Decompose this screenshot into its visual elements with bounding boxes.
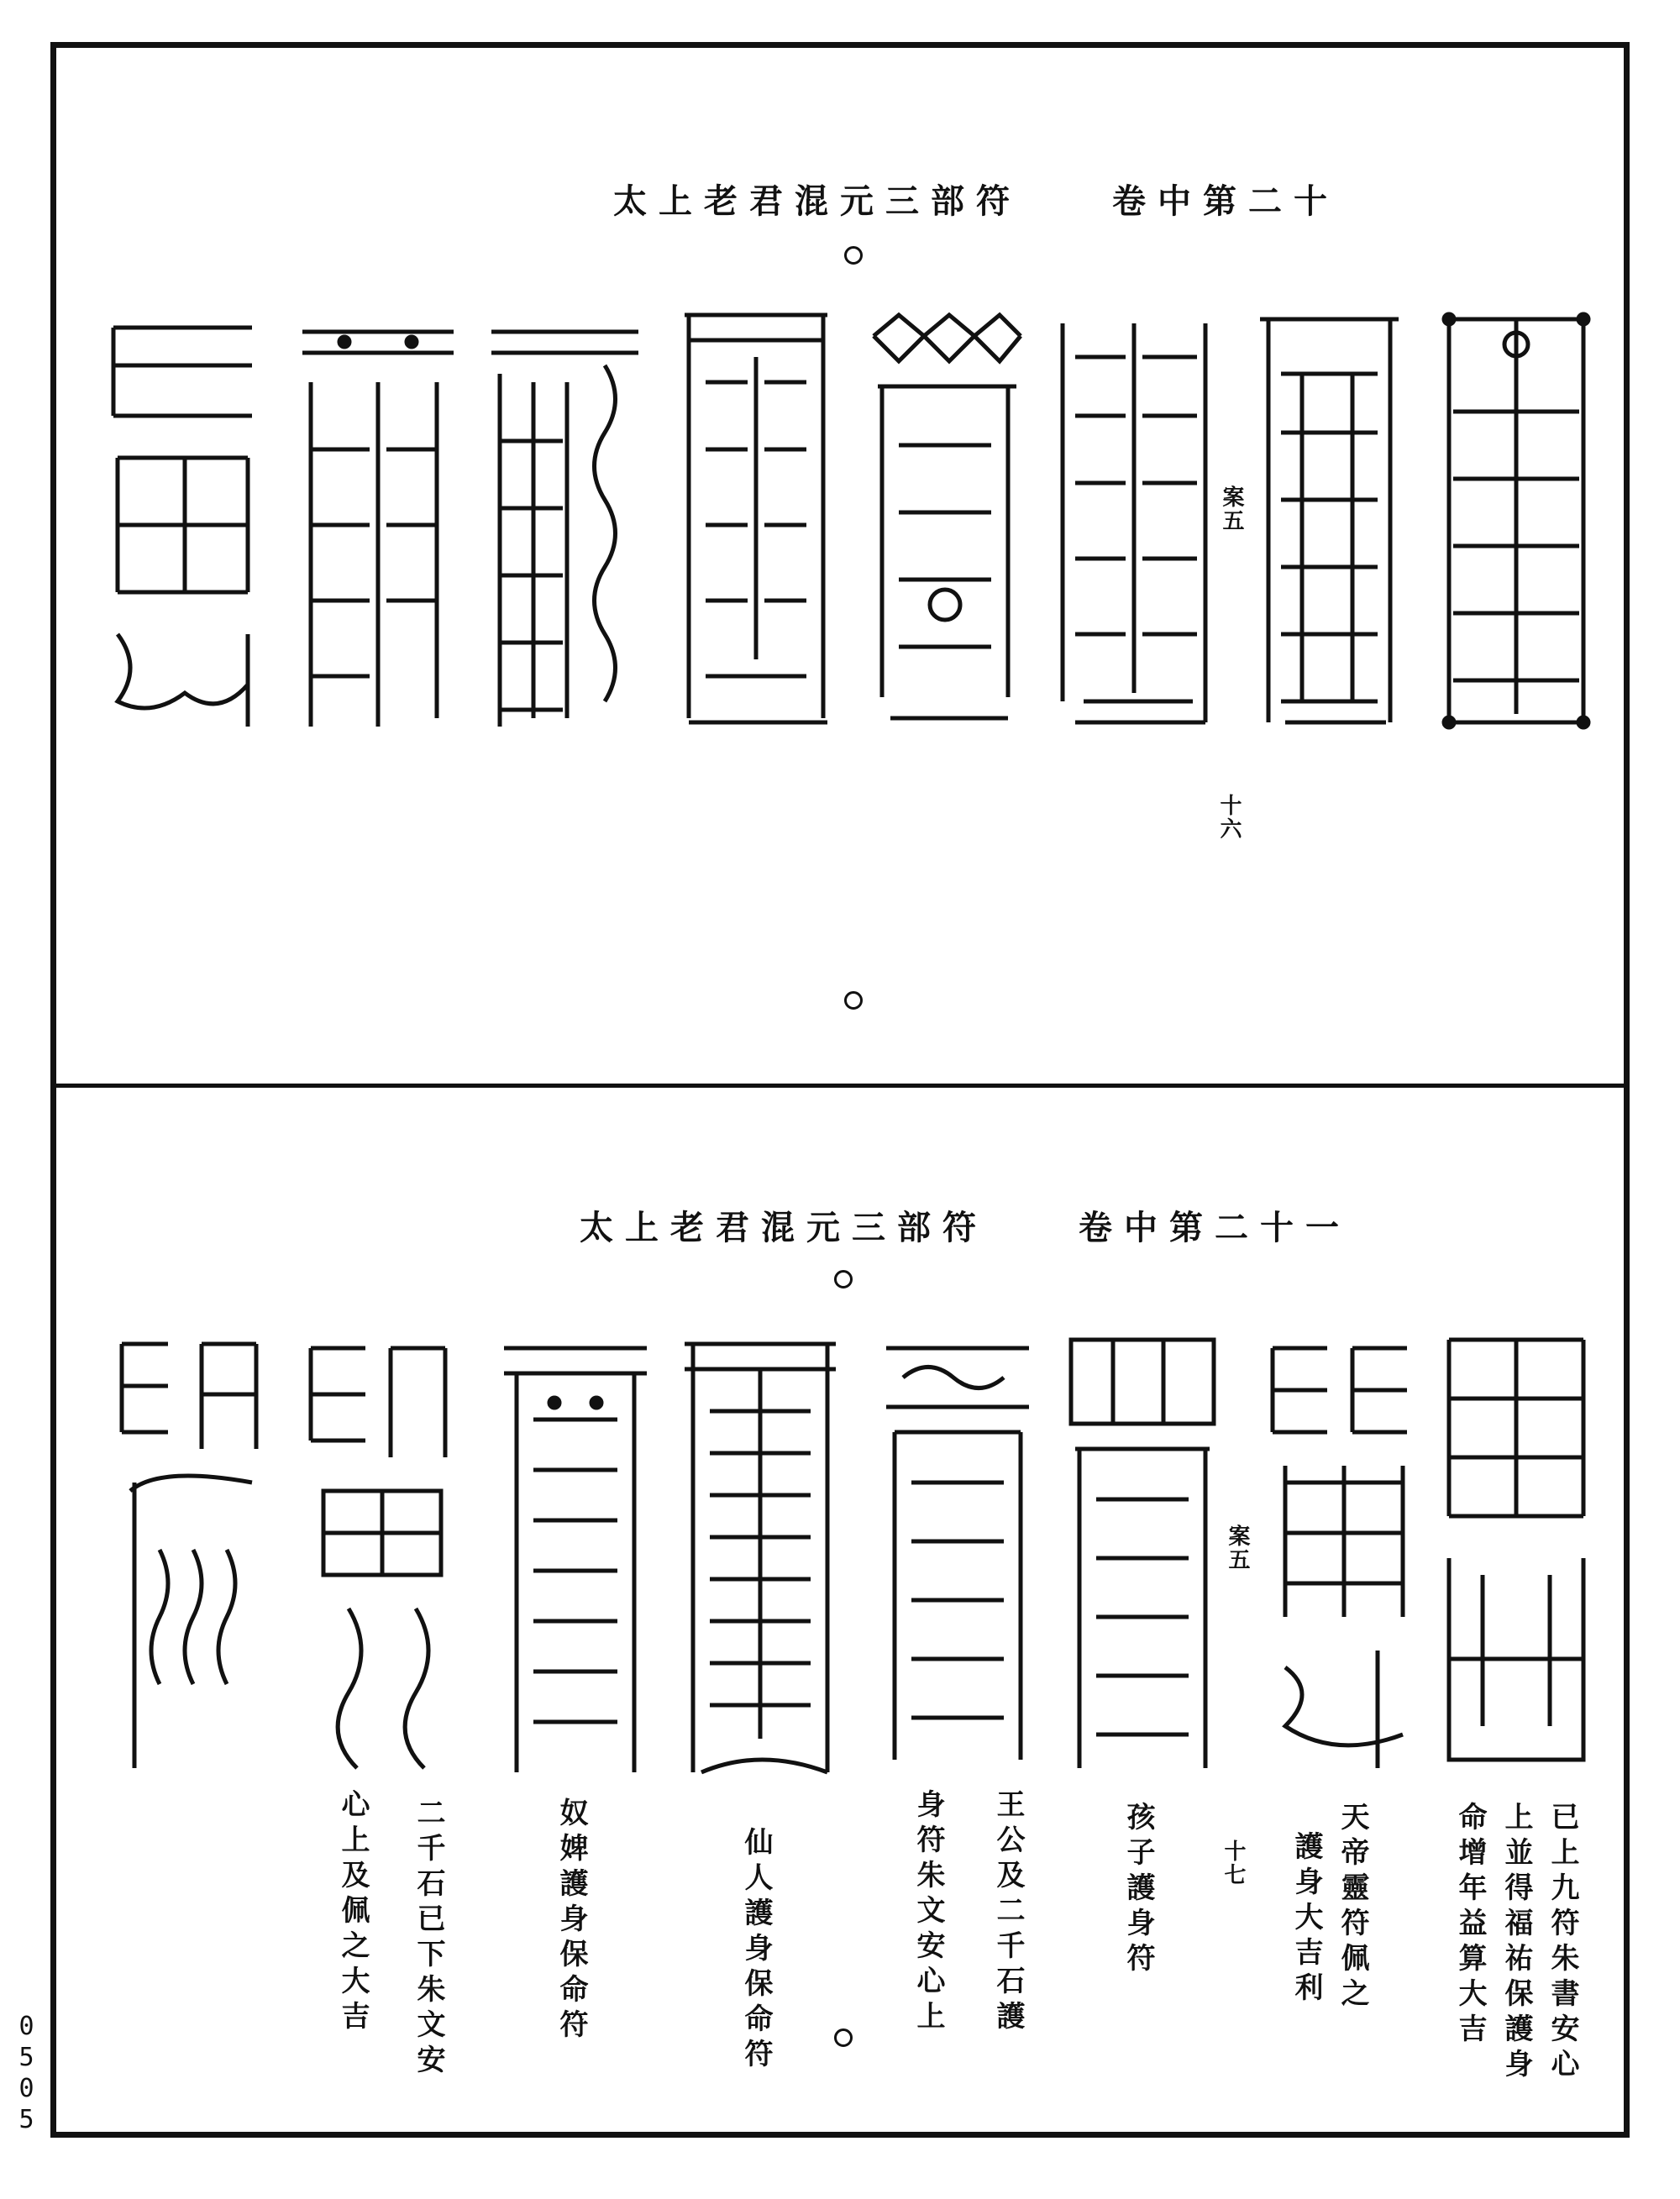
caption-line-4: 天帝靈符佩之 [1336, 1802, 1369, 2013]
caption-line-1: 已上九符朱書安心 [1546, 1802, 1579, 2084]
talisman-bottom-4 [676, 1336, 844, 1789]
top-page-header: 太上老君混元三部符 卷中第二十 [613, 181, 1339, 221]
talisman-top-4 [672, 307, 840, 735]
caption-line-5: 護身大吉利 [1289, 1831, 1323, 2007]
talisman-top-3 [483, 315, 643, 735]
talisman-bottom-6 [1063, 1331, 1222, 1777]
talisman-bottom-7 [1260, 1331, 1420, 1777]
talisman-top-5 [865, 302, 1025, 731]
binding-hole-bottom-1 [834, 1270, 853, 1288]
side-note-top: 案五 [1219, 485, 1244, 533]
page-divider [50, 1084, 1630, 1088]
caption-line-11: 二千石已下朱文安 [412, 1798, 445, 2080]
talisman-top-1 [101, 315, 260, 735]
talisman-bottom-5 [878, 1331, 1037, 1777]
binding-hole-top-2 [844, 991, 863, 1010]
caption-line-8: 身符朱文安心上 [911, 1789, 945, 2036]
talisman-top-7 [1252, 307, 1407, 735]
bottom-page-header: 太上老君混元三部符 卷中第二十一 [580, 1208, 1351, 1247]
talisman-top-6 [1050, 307, 1218, 735]
side-note-bottom: 案五 [1225, 1525, 1250, 1572]
caption-line-3: 命增年益算大吉 [1453, 1802, 1487, 2049]
talisman-top-2 [294, 315, 462, 735]
binding-hole-bottom-2 [834, 2028, 853, 2047]
binding-hole-top-1 [844, 246, 863, 265]
talisman-top-8 [1436, 311, 1596, 731]
caption-line-2: 上並得福祐保護身 [1499, 1802, 1533, 2084]
caption-line-10: 奴婢護身保命符 [554, 1798, 588, 2044]
talisman-bottom-2 [298, 1331, 458, 1777]
talisman-bottom-8 [1432, 1323, 1600, 1777]
caption-line-12: 心上及佩之大吉 [336, 1789, 370, 2036]
folio-number: 0505 [12, 2012, 41, 2136]
talisman-bottom-1 [109, 1331, 269, 1785]
talisman-bottom-3 [496, 1336, 655, 1781]
page-number-top: 十六 [1216, 794, 1242, 841]
page-number-bottom: 十七 [1221, 1839, 1246, 1887]
caption-line-6: 孩子護身符 [1121, 1802, 1155, 1978]
caption-line-7: 王公及二千石護 [991, 1789, 1025, 2036]
caption-line-9: 仙人護身保命符 [739, 1827, 773, 2074]
